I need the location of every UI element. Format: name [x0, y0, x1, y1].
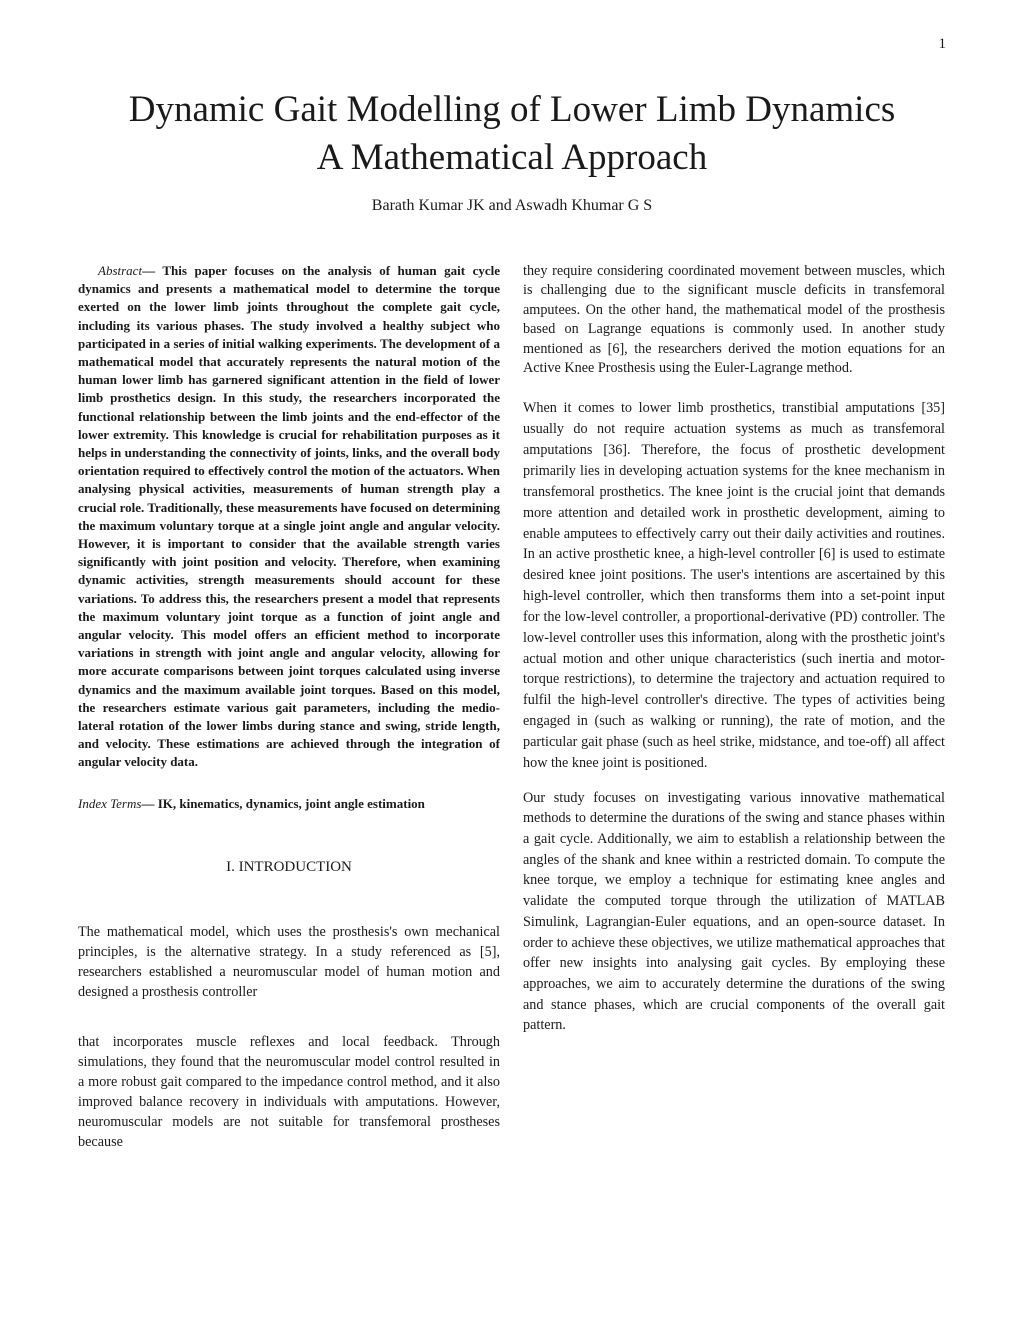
- right-paragraph-3: Our study focuses on investigating various innovative mathematical methods to determine the durations of the swing and stance phases within a gait cycle. Additionally, we aim to establish a relationship between the angles of the shank and knee within a restricted domain. To compute the knee torque, we employ a technique for estimating knee angles and validate the computed torque through the utilization of MATLAB Simulink, Lagrangian-Euler equations, and an open-source dataset. In order to achieve these objectives, we utilize mathematical approaches that offer new insights into analysing gait cycles. By employing these approaches, we aim to accurately determine the durations of the swing and stance phases, which are crucial components of the overall gait pattern.: [523, 789, 945, 1034]
- abstract: [78, 262, 500, 772]
- introduction-paragraph-1: The mathematical model, which uses the prosthesis's own mechanical principles, is the alternative strategy. In a study referenced as [5], researchers established a neuromuscular model of human motion and designed a prosthesis controller: [78, 923, 500, 1000]
- abstract-label: Abstract: [98, 263, 143, 278]
- page-number: 1: [938, 36, 946, 52]
- introduction-paragraph-2: that incorporates muscle reflexes and local feedback. Through simulations, they found that the neuromuscular model control resulted in a more robust gait compared to the impedance control method, and it also improved balance recovery in individuals with amputations. However, neuromuscular models are not suitable for transfemoral prostheses because: [78, 1033, 500, 1150]
- introduction-heading: I. INTRODUCTION: [226, 858, 352, 875]
- left-column: [78, 262, 500, 1152]
- index-terms-label: Index Terms: [78, 795, 142, 811]
- authors: Barath Kumar JK and Aswadh Khumar G S: [371, 197, 653, 214]
- paper-title: [0, 86, 1024, 182]
- index-terms: [78, 795, 500, 813]
- title-line-2: A Mathematical Approach: [316, 137, 708, 178]
- abstract-text: This paper focuses on the analysis of human gait cycle dynamics and presents a mathematical model to determine the torque exerted on the lower limb joints throughout the complete gait cycle, including its various phases. The study involved a healthy subject who participated in a series of initial walking experiments. The development of a mathematical model that accurately represents the natural motion of the human lower limb has garnered significant attention in the field of lower limb prosthetics design. In this study, the researchers incorporated the functional relationship between the limb joints and the end-effector of the lower extremity. This knowledge is crucial for rehabilitation purposes as it helps in understanding the connectivity of joints, links, and the overall body orientation required to effectively control the motion of the actuators. When analysing physical activities, measurements of human strength play a crucial role. Traditionally, these measurements have focused on determining the maximum voluntary torque at a single joint angle and angular velocity. However, it is important to consider that the available strength varies significantly with joint position and velocity. Therefore, when examining dynamic activities, strength measurements should account for these variations. To address this, the researchers present a model that represents the maximum voluntary joint torque as a function of joint angle and angular velocity. This model offers an efficient method to incorporate variations in strength with joint angle and angular velocity, allowing for more accurate comparisons between joint torques calculated using inverse dynamics and the maximum available joint torques. Based on this model, the researchers estimate various gait parameters, including the medio-lateral rotation of the lower limbs during stance and swing, stride length, and velocity. These estimations are achieved through the integration of angular velocity data.: [78, 263, 500, 770]
- right-column: [523, 262, 945, 1036]
- abstract-dash: —: [142, 263, 163, 278]
- index-terms-text: IK, kinematics, dynamics, joint angle estimation: [157, 795, 425, 811]
- index-terms-dash: —: [141, 795, 158, 811]
- right-paragraph-2: When it comes to lower limb prosthetics, transtibial amputations [35] usually do not require actuation systems as much as transfemoral amputations [36]. Therefore, the focus of prosthetic development primarily lies in developing actuation systems for the knee mechanism in transfemoral prosthetics. The knee joint is the crucial joint that demands more attention and detailed work in prosthetic development, aiming to enable amputees to effectively carry out their daily activities and routines. In an active prosthetic knee, a high-level controller [6] is used to estimate desired knee joint positions. The user's intentions are ascertained by this high-level controller, which then transforms them into a set-point input for the low-level controller, a proportional-derivative (PD) controller. The low-level controller uses this information, along with the prosthetic joint's actual motion and other unique characteristics (such inertia and motor-torque restrictions), to determine the trajectory and actuation required to fulfil the high-level controller's directive. The types of activities being engaged in (such as walking or running), the rate of motion, and the particular gait phase (such as heel strike, midstance, and toe-off) all affect how the knee joint is positioned.: [523, 400, 945, 771]
- title-line-1: Dynamic Gait Modelling of Lower Limb Dynamics: [128, 89, 896, 130]
- right-paragraph-1: they require considering coordinated movement between muscles, which is challenging due to the significant muscle deficits in transfemoral amputees. On the other hand, the mathematical model of the prosthesis based on Lagrange equations is commonly used. In another study mentioned as [6], the researchers derived the motion equations for an Active Knee Prosthesis using the Euler-Lagrange method.: [523, 263, 945, 377]
